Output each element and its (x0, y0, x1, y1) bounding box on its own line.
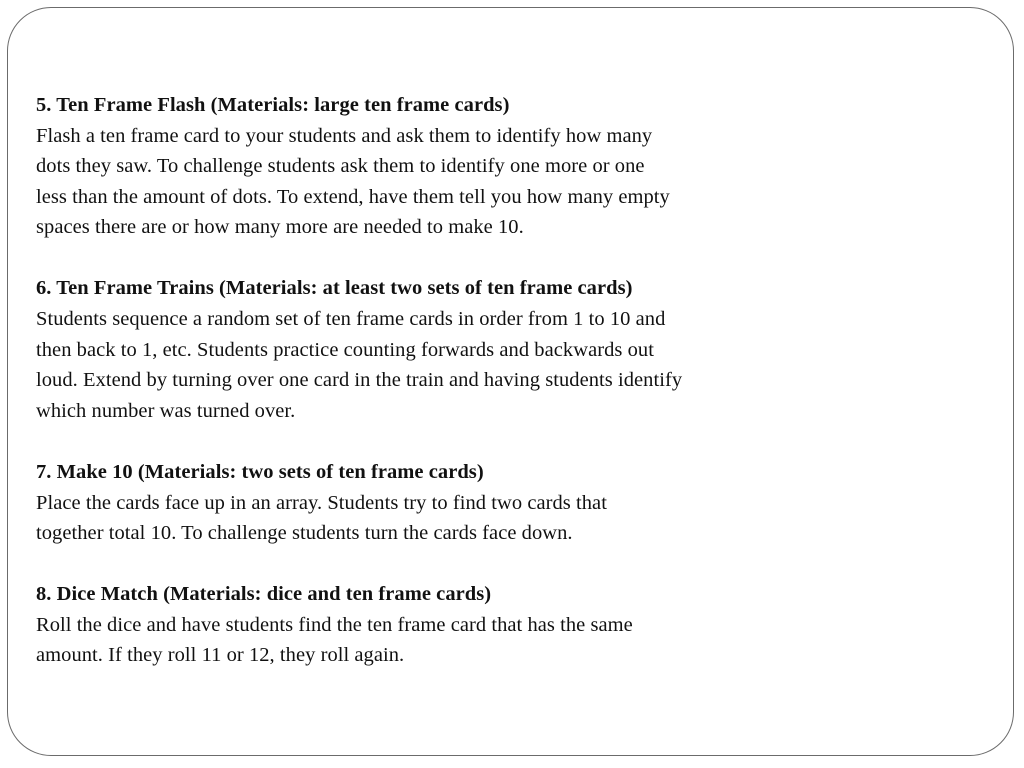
activity-text-line: amount. If they roll 11 or 12, they roll again. (36, 644, 405, 667)
activity-text-line: which number was turned over. (36, 399, 296, 422)
activity-heading: 7. Make 10 (Materials: two sets of ten frame cards) (36, 460, 484, 483)
activity-text-line: Roll the dice and have students find the ten frame card that has the same (36, 613, 633, 636)
activity-heading: 5. Ten Frame Flash (Materials: large ten frame cards) (36, 94, 510, 116)
activity-ten-frame-flash (36, 90, 796, 243)
activity-text-line: loud. Extend by turning over one card in the train and having students identify (36, 369, 683, 392)
activity-dice-match (36, 579, 796, 671)
activity-ten-frame-trains (36, 273, 796, 426)
slide-content (36, 90, 796, 702)
slide-frame (7, 7, 1014, 756)
activity-heading: 8. Dice Match (Materials: dice and ten frame cards) (36, 583, 492, 606)
activity-text-line: Flash a ten frame card to your students and ask them to identify how many (36, 124, 653, 147)
activity-text-line: Place the cards face up in an array. Students try to find two cards that (36, 491, 607, 514)
activity-text-line: Students sequence a random set of ten frame cards in order from 1 to 10 and (36, 308, 666, 331)
activity-text-line: spaces there are or how many more are needed to make 10. (36, 216, 524, 239)
activity-make-10 (36, 457, 796, 549)
activity-heading: 6. Ten Frame Trains (Materials: at least two sets of ten frame cards) (36, 277, 633, 300)
activity-text-line: dots they saw. To challenge students ask them to identify one more or one (36, 155, 645, 178)
activity-text-line: together total 10. To challenge students turn the cards face down. (36, 522, 573, 545)
activity-text-line: less than the amount of dots. To extend, have them tell you how many empty (36, 185, 670, 208)
activity-text-line: then back to 1, etc. Students practice counting forwards and backwards out (36, 338, 654, 361)
